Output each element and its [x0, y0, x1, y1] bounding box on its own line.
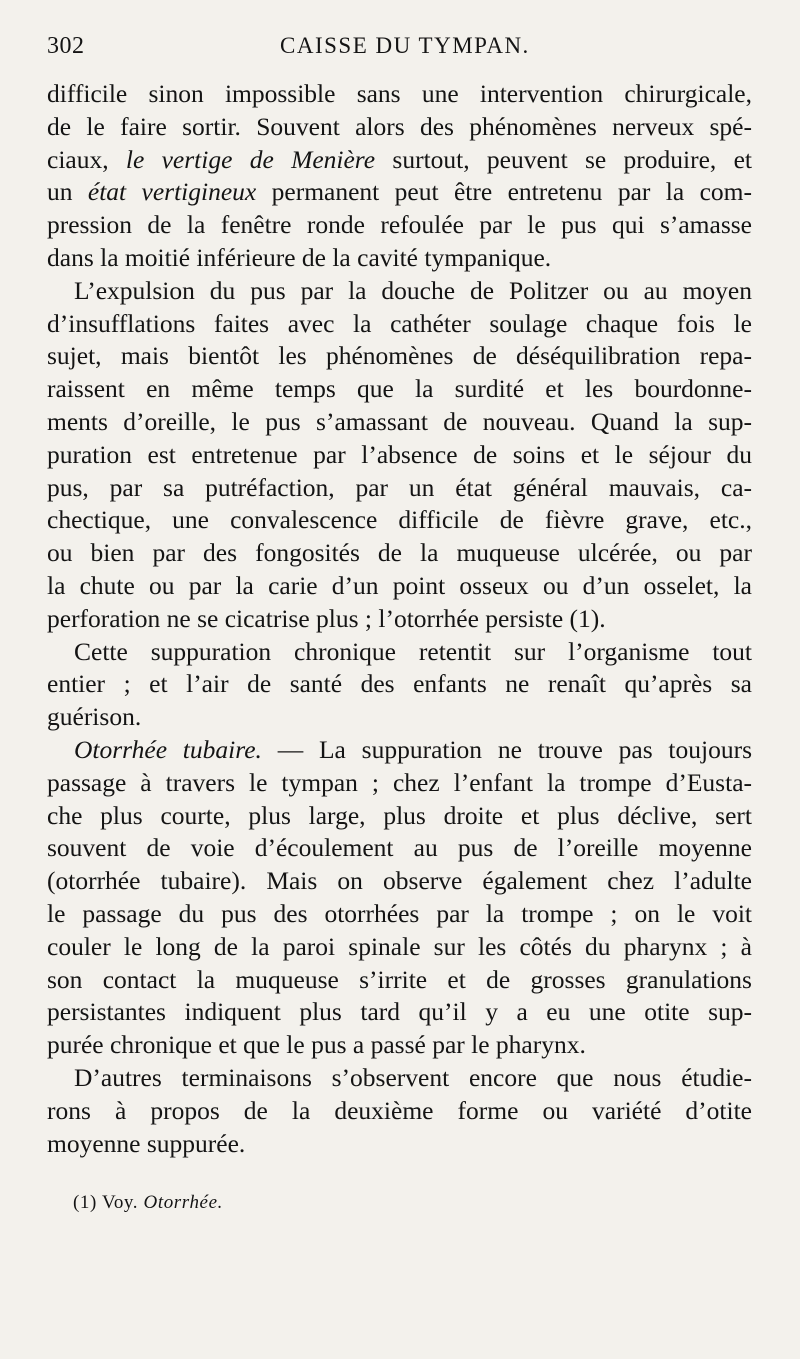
footnote	[73, 1192, 223, 1214]
italic-text-run: le vertige de Menière	[125, 144, 376, 174]
footnote-reference: Otorrhée.	[143, 1192, 223, 1213]
text-line	[47, 504, 752, 537]
text-run: Cette suppuration chronique retentit sur l’organisme tout	[74, 636, 752, 666]
text-line	[47, 275, 752, 308]
text-run: le passage du pus des otorrhées par la trompe ; on le voit	[47, 898, 752, 928]
text-line	[47, 209, 752, 242]
text-line	[47, 898, 752, 931]
text-run: un	[47, 177, 88, 207]
text-run: chectique, une convalescence difficile de fièvre grave, etc.,	[47, 505, 752, 535]
text-line	[47, 636, 752, 669]
footnote-marker: (1) Voy.	[73, 1192, 144, 1213]
text-line	[47, 472, 752, 505]
text-run: pression de la fenêtre ronde refoulée par le pus qui s’amasse	[47, 210, 752, 240]
text-line	[47, 1062, 752, 1095]
text-run: ciaux,	[47, 144, 126, 174]
text-run: purée chronique et que le pus a passé par le pharynx.	[47, 1030, 586, 1060]
text-run: rons à propos de la deuxième forme ou variété d’otite	[47, 1095, 752, 1125]
paragraph	[47, 275, 752, 636]
text-line	[47, 865, 752, 898]
text-run: entier ; et l’air de santé des enfants ne renaît qu’après sa	[47, 669, 752, 699]
text-line	[47, 1029, 752, 1062]
text-run: che plus courte, plus large, plus droite et plus déclive, sert	[47, 800, 752, 830]
text-run: difficile sinon impossible sans une intervention chirurgicale,	[47, 79, 752, 108]
text-run: perforation ne se cicatrise plus ; l’otorrhée persiste (1).	[47, 603, 606, 633]
text-run: ou bien par des fongosités de la muqueuse ulcérée, ou par	[47, 538, 752, 568]
text-run: D’autres terminaisons s’observent encore que nous étudie-	[74, 1062, 752, 1092]
text-run: d’insufflations faites avec la cathéter soulage chaque fois le	[47, 308, 752, 338]
text-line	[47, 996, 752, 1029]
text-line	[47, 144, 752, 177]
text-run: dans la moitié inférieure de la cavité tympanique.	[47, 242, 552, 272]
text-run: ments d’oreille, le pus s’amassant de nouveau. Quand la sup-	[47, 406, 752, 436]
text-line	[47, 570, 752, 603]
text-run: souvent de voie d’écoulement au pus de l’oreille moyenne	[47, 833, 752, 863]
text-line	[47, 111, 752, 144]
paragraph	[47, 734, 752, 1062]
italic-text-run: état vertigineux	[87, 177, 257, 207]
text-run: pus, par sa putréfaction, par un état général mauvais, ca-	[47, 472, 752, 502]
text-run: moyenne suppurée.	[47, 1128, 246, 1158]
body-text	[47, 78, 752, 1160]
text-line	[47, 668, 752, 701]
text-line	[47, 406, 752, 439]
text-line	[47, 1095, 752, 1128]
text-line	[47, 537, 752, 570]
text-run: son contact la muqueuse s’irrite et de grosses granulations	[47, 964, 752, 994]
paragraph	[47, 1062, 752, 1160]
text-line	[47, 1128, 752, 1161]
text-line	[47, 832, 752, 865]
text-line	[47, 373, 752, 406]
text-run: surtout, peuvent se produire, et	[375, 144, 752, 174]
text-run: (otorrhée tubaire). Mais on observe également chez l’adulte	[47, 866, 752, 896]
text-run: raissent en même temps que la surdité et les bourdonne-	[47, 374, 752, 404]
text-line	[47, 734, 752, 767]
text-line	[47, 340, 752, 373]
text-line	[47, 242, 752, 275]
text-line	[47, 603, 752, 636]
text-run: de le faire sortir. Souvent alors des phénomènes nerveux spé-	[47, 111, 752, 141]
text-line	[47, 767, 752, 800]
text-run: persistantes indiquent plus tard qu’il y a eu une otite sup-	[47, 997, 752, 1027]
text-run: passage à travers le tympan ; chez l’enfant la trompe d’Eusta-	[47, 767, 752, 797]
text-line	[47, 176, 752, 209]
text-run: la chute ou par la carie d’un point osseux ou d’un osselet, la	[47, 570, 752, 600]
text-run: L’expulsion du pus par la douche de Politzer ou au moyen	[74, 275, 752, 305]
text-line	[47, 964, 752, 997]
paragraph	[47, 78, 752, 275]
text-line	[47, 439, 752, 472]
text-run: couler le long de la paroi spinale sur les côtés du pharynx ; à	[47, 931, 752, 961]
page-number: 302	[47, 33, 85, 59]
text-run: sujet, mais bientôt les phénomènes de déséquilibration repa-	[47, 341, 752, 371]
text-line	[47, 308, 752, 341]
text-run: guérison.	[47, 702, 142, 732]
running-title: CAISSE DU TYMPAN.	[280, 33, 530, 58]
text-run: — La suppuration ne trouve pas toujours	[261, 734, 752, 764]
text-run: puration est entretenue par l’absence de soins et le séjour du	[47, 439, 752, 469]
text-line	[47, 78, 752, 111]
italic-text-run: Otorrhée tubaire.	[74, 734, 262, 764]
page-header	[47, 33, 747, 69]
text-run: permanent peut être entretenu par la com-	[256, 177, 752, 207]
text-line	[47, 800, 752, 833]
paragraph	[47, 636, 752, 734]
text-line	[47, 931, 752, 964]
text-line	[47, 701, 752, 734]
